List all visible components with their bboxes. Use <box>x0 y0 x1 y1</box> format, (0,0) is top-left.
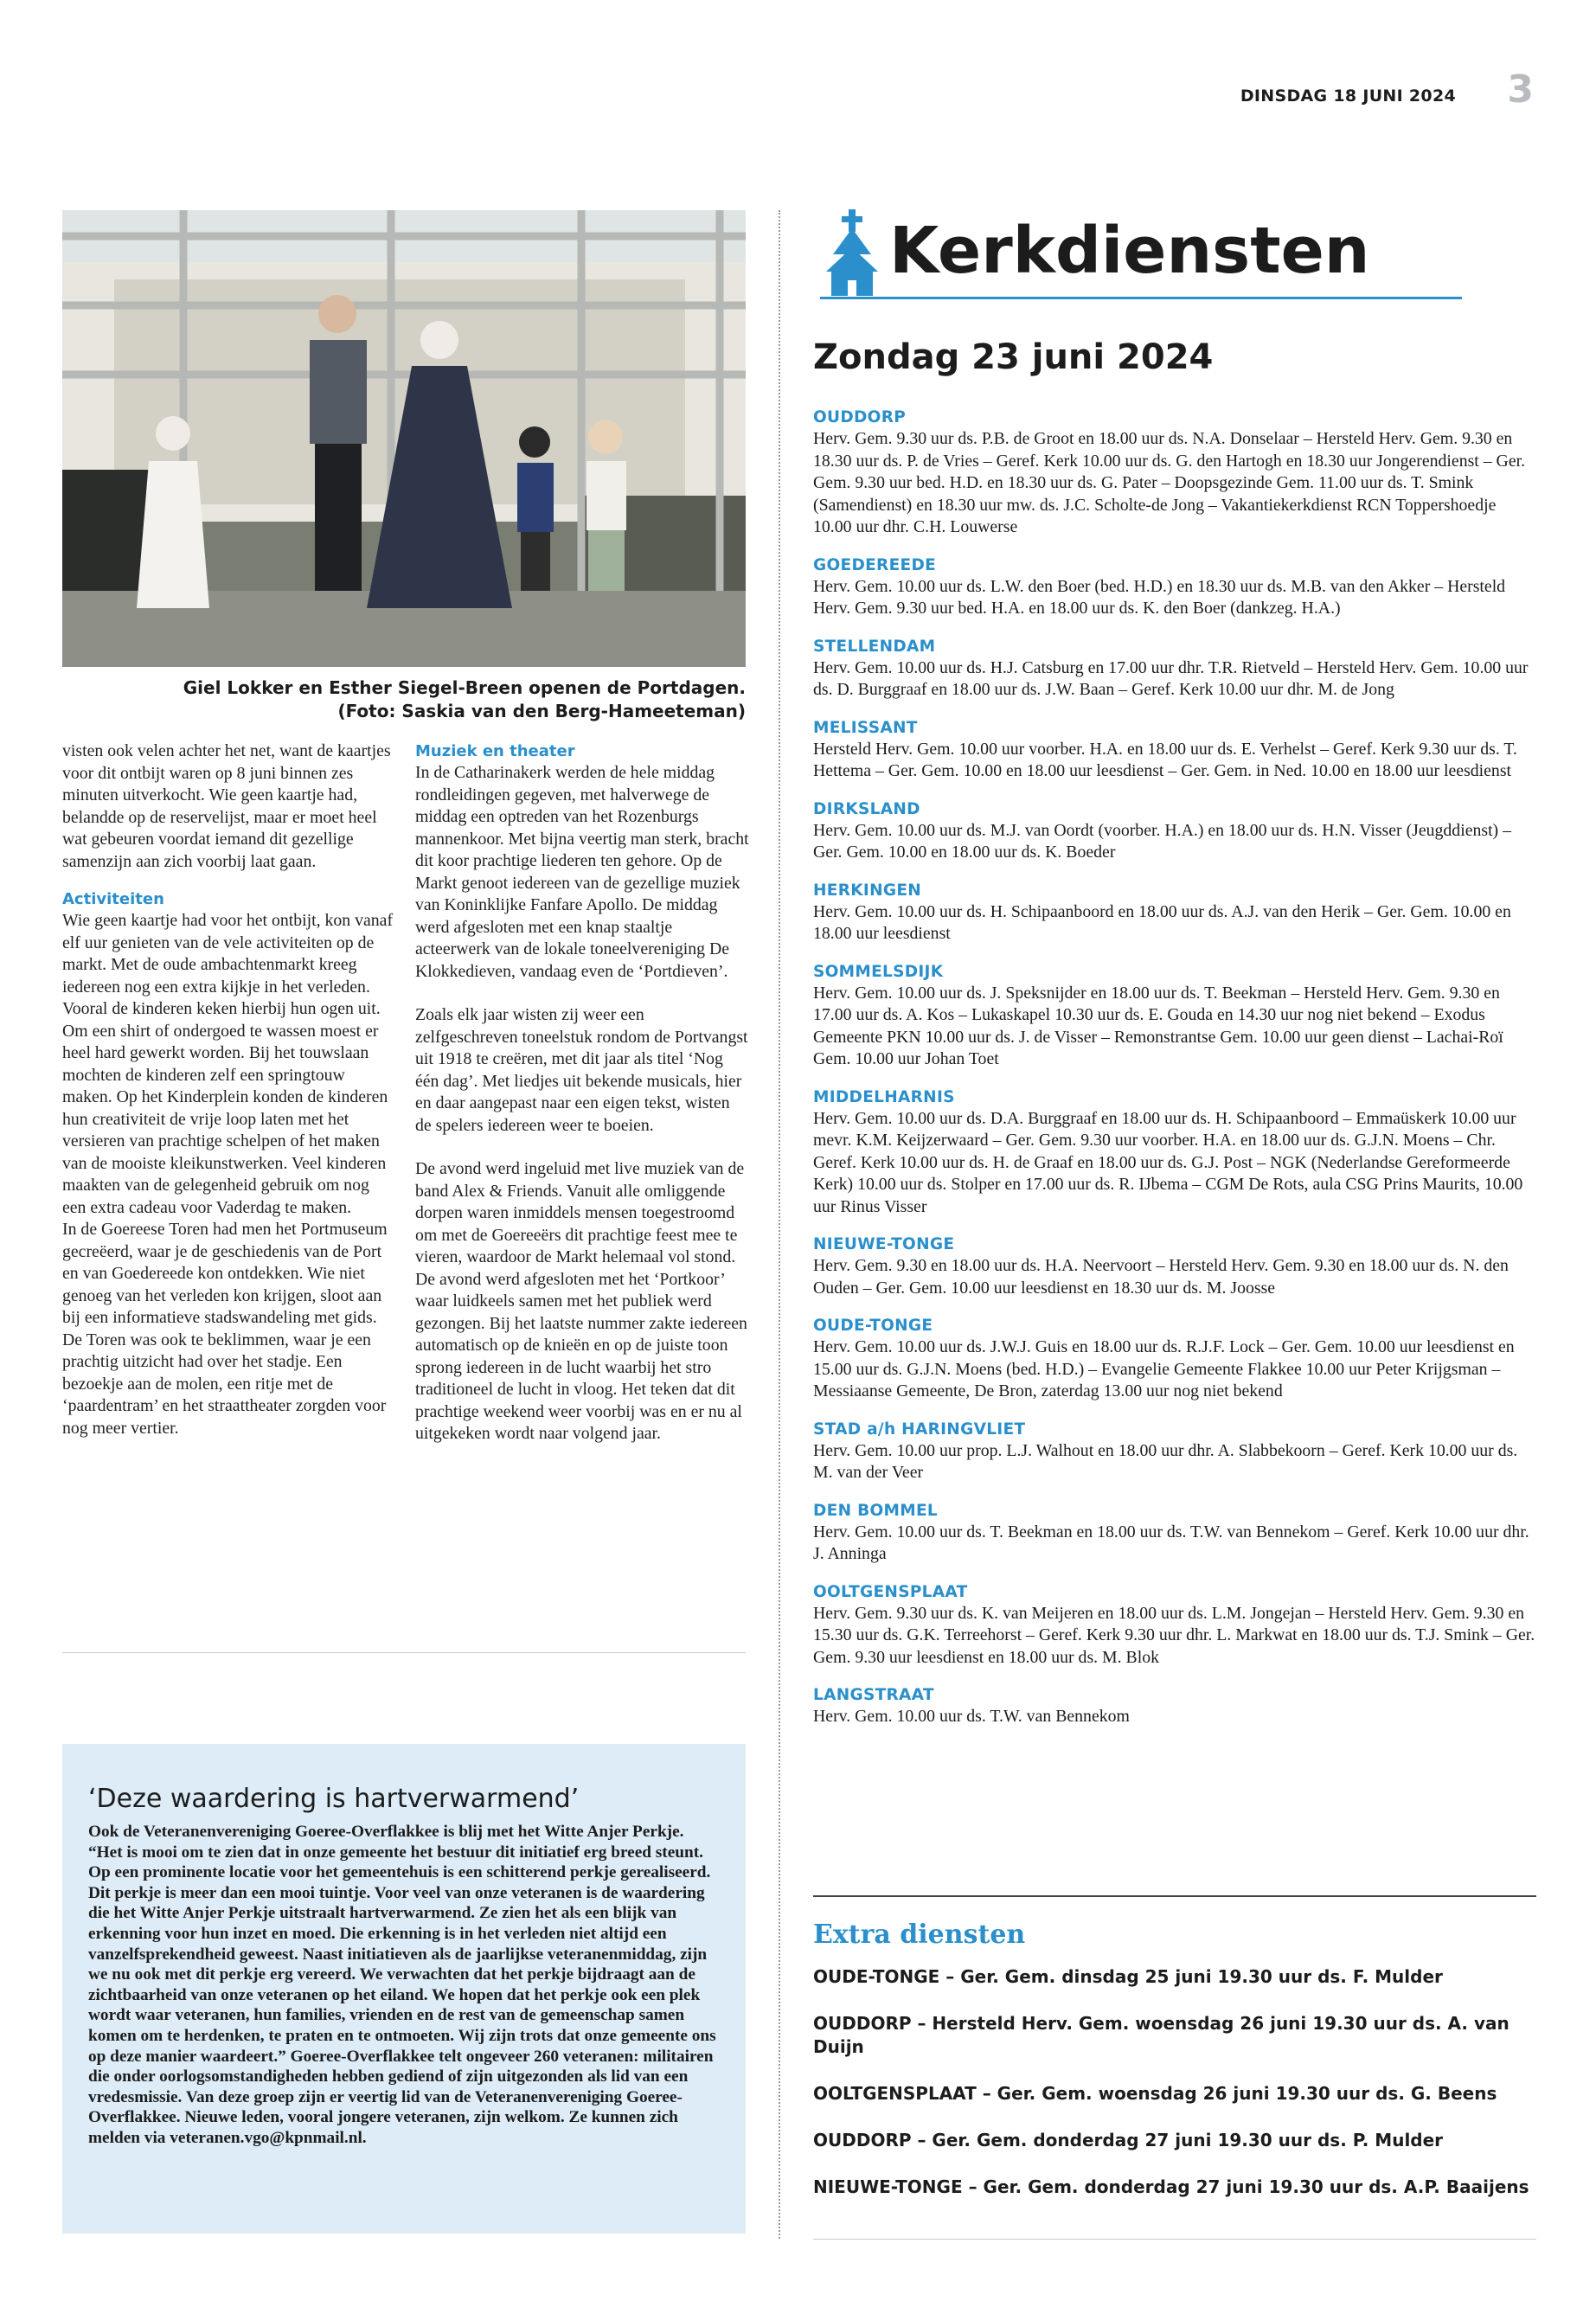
list-item <box>813 717 1536 783</box>
service-details: Herv. Gem. 10.00 uur ds. J.W.J. Guis en 18.00 uur ds. R.J.F. Lock – Ger. Gem. 10.00 uur leesdienst en 15.00 uur ds. G.J.N. Moens (bed. H.D.) – Evangelie Gemeente Flakkee 10.00 uur Peter Krijgsman – Messiaanse Gemeente, De Bron, zaterdag 13.00 uur nog niet bekend <box>813 1337 1515 1400</box>
section-divider <box>62 1652 746 1653</box>
list-item <box>813 1500 1536 1566</box>
veterans-info-box <box>62 1744 746 2234</box>
list-item: OUDE-TONGE – Ger. Gem. dinsdag 25 juni 19.30 uur ds. F. Mulder <box>813 1966 1443 1987</box>
list-item <box>813 1086 1536 1219</box>
list-item <box>813 961 1536 1071</box>
service-details: Herv. Gem. 10.00 uur prop. L.J. Walhout en 18.00 uur dhr. A. Slabbekoorn – Geref. Kerk 10.00 uur ds. M. van der Veer <box>813 1440 1518 1482</box>
veterans-box-title: ‘Deze waardering is hartverwarmend’ <box>88 1784 580 1814</box>
extra-diensten-title: Extra diensten <box>813 1920 1026 1950</box>
place-name: SOMMELSDIJK <box>813 962 944 981</box>
service-details: Herv. Gem. 10.00 uur ds. L.W. den Boer (bed. H.D.) en 18.30 uur ds. M.B. van den Akker – Hersteld Herv. Gem. 9.30 uur bed. H.A. en 18.00 uur ds. K. den Boer (dankzeg. H.A.) <box>813 576 1506 618</box>
place-name: STAD a/h HARINGVLIET <box>813 1420 1026 1439</box>
caption-credit: (Foto: Saskia van den Berg-Hameeteman) <box>337 701 746 721</box>
place-name: OUDE-TONGE <box>813 1317 933 1335</box>
service-details: Herv. Gem. 10.00 uur ds. T.W. van Bennekom <box>813 1707 1130 1726</box>
list-item <box>813 1684 1536 1728</box>
service-details: Hersteld Herv. Gem. 10.00 uur voorber. H.A. en 18.00 uur ds. E. Verhelst – Geref. Kerk 9.30 uur ds. T. Hettema – Ger. Gem. 10.00 en 18.00 uur leesdienst – Ger. Gem. in Ned. 10.00 en 18.00 uur leesdienst <box>813 739 1517 780</box>
event-photo <box>62 210 746 667</box>
article-paragraph: In de Goereese Toren had men het Portmuseum gecreëerd, waar je de geschiedenis van de Port en van Goedereede kon ontdekken. Wie niet genoeg van het verleden kon krijgen, sloot aan bij een informatieve stadswandeling met gids. De Toren was ook te beklimmen, waar je een prachtig uitzicht had over het stadje. Een bezoekje aan de molen, een ritje met de ‘paardentram’ en het straattheater zorgden voor nog meer vertier. <box>62 1220 388 1438</box>
veterans-box-body: Ook de Veteranenvereniging Goeree-Overflakkee is blij met het Witte Anjer Perkje. “Het is mooi om te zien dat in onze gemeente het bestuur dit initiatief erg breed steunt. Op een prominente locatie voor het gemeentehuis is een schitterend perkje gerealiseerd. Dit perkje is meer dan een mooi tuintje. Voor veel van onze veteranen is de waardering die het Witte Anjer Perkje uitstraalt hartverwarmend. Ze zien het als een blijk van erkenning voor hun inzet en moed. Die erkenning is in het verleden niet altijd een vanzelfsprekendheid geweest. Naast initiatieven als de jaarlijkse veteranenmiddag, zijn we nu ook met dit perkje erg vereerd. We verwachten dat het perkje bijdraagt aan de zichtbaarheid van onze veteranen op het eiland. We hopen dat het perkje ook een plek wordt waar veteranen, hun families, vrienden en de rest van de gemeenschap samen komen om te herdenken, te praten en te ontmoeten. Wij zijn trots dat onze gemeente ons op deze manier waardeert.” Goeree-Overflakkee telt ongeveer 260 veteranen: militairen die onder oorlogsomstandigheden hebben gediend of zijn uitgezonden als lid van een vredesmissie. Van deze groep zijn er veertig lid van de Veteranenvereniging Goeree-Overflakkee. Nieuwe leden, vooral jongere veteranen, zijn welkom. Ze kunnen zich melden via veteranen.vgo@kpnmail.nl. <box>88 1823 716 2147</box>
service-details: Herv. Gem. 9.30 uur ds. P.B. de Groot en 18.00 uur ds. N.A. Donselaar – Hersteld Herv. Gem. 9.30 en 18.30 uur ds. P. de Vries – Geref. Kerk 10.00 uur ds. G. den Hartogh en 18.30 uur Jongerendienst – Ger. Gem. 9.30 uur bed. H.D. en 18.30 uur ds. G. Pater – Doopsgezinde Gem. 11.00 uur ds. T. Smink (Samendienst) en 18.30 uur mw. ds. J.C. Scholte-de Jong – Vakantiekerkdienst RCN Toppershoedje 10.00 uur dhr. C.H. Louwerse <box>813 429 1526 536</box>
list-item: OUDDORP – Hersteld Herv. Gem. woensdag 26 juni 19.30 uur ds. A. van Duijn <box>813 2013 1509 2057</box>
list-item <box>813 636 1536 702</box>
service-details: Herv. Gem. 10.00 uur ds. J. Speksnijder en 18.00 uur ds. T. Beekman – Hersteld Herv. Gem. 9.30 en 17.00 uur ds. A. Kos – Lukaskapel 10.30 uur ds. E. Gouda en 14.30 uur nog niet bekend – Exodus Gemeente PKN 10.00 uur ds. J. de Visser – Remonstrantse Gem. 10.00 uur geen dienst – Lachai-Roï Gem. 10.00 uur Johan Toet <box>813 983 1503 1068</box>
subheading-muziek-en-theater: Muziek en theater <box>415 742 575 760</box>
place-name: MIDDELHARNIS <box>813 1087 955 1106</box>
place-name: GOEDEREEDE <box>813 555 937 574</box>
place-name: DEN BOMMEL <box>813 1501 938 1520</box>
extra-services-list <box>813 1965 1536 2222</box>
place-name: NIEUWE-TONGE <box>813 1235 955 1253</box>
kerkdiensten-title: Kerkdiensten <box>889 214 1370 288</box>
issue-date: DINSDAG 18 JUNI 2024 <box>1240 87 1456 106</box>
service-date-heading: Zondag 23 juni 2024 <box>813 337 1214 377</box>
list-item <box>813 1419 1536 1484</box>
list-item <box>813 798 1536 864</box>
article-paragraph: visten ook velen achter het net, want de kaartjes voor dit ontbijt waren op 8 juni binnen zes minuten uitverkocht. Wie geen kaartje had, belandde op de reservelijst, maar er moet heel wat gebeuren voordat iemand dit gezellige samenzijn aan zich voorbij laat gaan. <box>62 741 391 871</box>
list-item <box>813 1581 1536 1670</box>
list-item: OUDDORP – Ger. Gem. donderdag 27 juni 19.30 uur ds. P. Mulder <box>813 2130 1444 2150</box>
service-details: Herv. Gem. 10.00 uur ds. T. Beekman en 18.00 uur ds. T.W. van Bennekom – Geref. Kerk 10.00 uur dhr. J. Anninga <box>813 1522 1529 1563</box>
kerkdiensten-header <box>820 208 1462 299</box>
place-name: OUDDORP <box>813 408 907 426</box>
column-separator <box>779 210 780 2239</box>
article-column-1 <box>62 740 396 1439</box>
service-details: Herv. Gem. 10.00 uur ds. M.J. van Oordt (voorber. H.A.) en 18.00 uur ds. H.N. Visser (Jeugddienst) – Ger. Gem. 10.00 en 18.00 uur ds. K. Boeder <box>813 820 1511 862</box>
list-item <box>813 407 1536 539</box>
service-details: Herv. Gem. 10.00 uur ds. H.J. Catsburg en 17.00 uur dhr. T.R. Rietveld – Hersteld Herv. Gem. 10.00 uur ds. D. Burggraaf en 18.00 uur ds. J.W. Baan – Geref. Kerk 10.00 uur dhr. M. de Jong <box>813 657 1529 699</box>
caption-line: Giel Lokker en Esther Siegel-Breen openen de Portdagen. <box>183 677 746 698</box>
service-details: Herv. Gem. 9.30 en 18.00 uur ds. H.A. Neervoort – Hersteld Herv. Gem. 9.30 en 18.00 uur ds. N. den Ouden – Ger. Gem. 10.00 uur leesdienst en 18.30 uur ds. M. Joosse <box>813 1256 1509 1298</box>
list-item: OOLTGENSPLAAT – Ger. Gem. woensdag 26 juni 19.30 uur ds. G. Beens <box>813 2083 1497 2104</box>
article-paragraph: Wie geen kaartje had voor het ontbijt, kon vanaf elf uur genieten van de vele activiteiten op de markt. Met de oude ambachtenmarkt kreeg iedereen nog een extra kijkje in het verleden. Vooral de kinderen keken hierbij hun ogen uit. Om een shirt of ondergoed te wassen moest er heel hard gewerkt worden. Bij het touwslaan mochten de kinderen zelf een springtouw maken. Op het Kinderplein konden de kinderen hun creativiteit de vrije loop laten met het versieren van prachtige schelpen of het maken van de mooiste kleikunstwerken. Veel kinderen maakten van de gelegenheid gebruik om nog een extra cadeau voor Vaderdag te maken. <box>62 911 394 1217</box>
subheading-activiteiten: Activiteiten <box>62 890 164 908</box>
place-name: LANGSTRAAT <box>813 1686 934 1704</box>
page-number: 3 <box>1507 67 1534 112</box>
service-details: Herv. Gem. 10.00 uur ds. D.A. Burggraaf en 18.00 uur ds. H. Schipaanboord – Emmaüskerk 10.00 uur mevr. K.M. Keijzerwaard – Ger. Gem. 9.30 uur voorber. H.A. en 18.00 uur ds. G.J.N. Moens – Chr. Geref. Kerk 10.00 uur ds. H. de Graaf en 18.00 uur ds. G.J. Post – NGK (Nederlandse Gereformeerde Kerk) 10.00 uur ds. Stolper en 17.00 uur ds. R. IJbema – CGM De Rots, aula CSG Prins Maurits, 10.00 uur Rinus Visser <box>813 1108 1523 1216</box>
article-paragraph: Zoals elk jaar wisten zij weer een zelfgeschreven toneelstuk rondom de Portvangst uit 1918 te creëren, met dit jaar als titel ‘Nog één dag’. Met liedjes uit bekende musicals, hier en daar aangepast naar een eigen tekst, wisten de spelers iedereen weer te boeien. <box>415 1005 748 1135</box>
church-icon <box>824 209 880 296</box>
list-item <box>813 554 1536 620</box>
article-column-2 <box>415 740 749 1445</box>
list-item: NIEUWE-TONGE – Ger. Gem. donderdag 27 juni 19.30 uur ds. A.P. Baaijens <box>813 2176 1529 2197</box>
list-item <box>813 1315 1536 1403</box>
service-details: Herv. Gem. 10.00 uur ds. H. Schipaanboord en 18.00 uur ds. A.J. van den Herik – Ger. Gem. 10.00 en 18.00 uur leesdienst <box>813 901 1511 943</box>
list-item <box>813 1234 1536 1299</box>
service-list <box>813 407 1536 1744</box>
place-name: STELLENDAM <box>813 637 936 656</box>
section-divider <box>813 1895 1536 1897</box>
section-divider <box>813 2239 1536 2240</box>
place-name: MELISSANT <box>813 718 918 737</box>
list-item <box>813 880 1536 945</box>
place-name: HERKINGEN <box>813 881 922 900</box>
service-details: Herv. Gem. 9.30 uur ds. K. van Meijeren en 18.00 uur ds. L.M. Jongejan – Hersteld Herv. Gem. 9.30 en 15.30 uur ds. G.K. Terreehorst – Geref. Kerk 9.30 uur dhr. L. Markwat en 18.00 uur ds. T.J. Smink – Ger. Gem. 9.30 uur leesdienst en 18.00 uur ds. M. Blok <box>813 1603 1535 1667</box>
place-name: OOLTGENSPLAAT <box>813 1582 968 1601</box>
article-paragraph: De avond werd ingeluid met live muziek van de band Alex & Friends. Vanuit alle omliggende dorpen waren inmiddels mensen toegestroomd om met de Goereeërs dit prachtige feest mee te vieren, waardoor de Markt helemaal vol stond. De avond werd afgesloten met het ‘Portkoor’ waar luidkeels samen met het publiek werd gezongen. Bij het laatste nummer zakte iedereen automatisch op de knieën en op de juiste toon sprong iedereen in de lucht waarbij het stro traditioneel de lucht in vloog. Het teken dat dit prachtige weekend weer voorbij was en er nu al uitgekeken wordt naar volgend jaar. <box>415 1159 747 1443</box>
stage-photo-illustration <box>62 210 746 667</box>
photo-caption <box>62 676 746 723</box>
place-name: DIRKSLAND <box>813 799 920 818</box>
article-paragraph: In de Catharinakerk werden de hele middag rondleidingen gegeven, met halverwege de middag een optreden van het Rozenburgs mannenkoor. Met bijna veertig man sterk, bracht dit koor prachtige liederen ten gehore. Op de Markt genoot iedereen van de gezellige muziek van Koninklijke Fanfare Apollo. De middag werd afgesloten met een knap staaltje acteerwerk van de lokale toneelvereniging De Klokkedieven, vandaag even de ‘Portdieven’. <box>415 763 749 981</box>
